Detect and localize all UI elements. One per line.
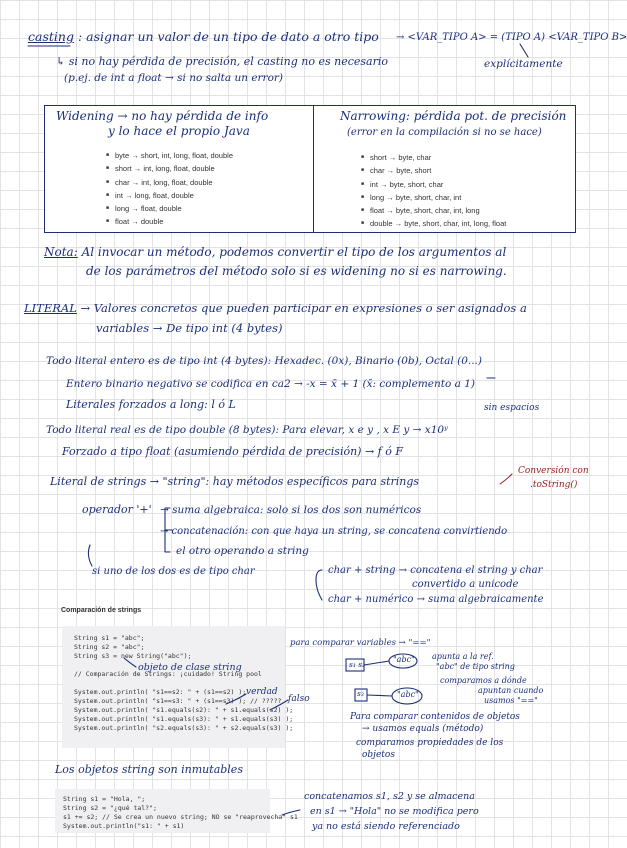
char-line: si uno de los dos es de tipo char (92, 566, 255, 577)
literal-label: LITERAL (24, 301, 77, 315)
code-line: System.out.println("s1: " + s1) (63, 822, 185, 830)
s3-arrow (367, 695, 392, 696)
list-item: ■ int → byte, short, char (361, 180, 506, 189)
verdad-arrow (226, 694, 246, 704)
list-item: ■ float → double (106, 217, 233, 226)
list-item: ■ short → int, long, float, double (106, 164, 233, 173)
note-content-4: objetos (362, 750, 395, 760)
literal-long-line: Literales forzados a long: l ó L (66, 398, 236, 411)
code-line: System.out.println( "s2.equals(s3): " + s2.equals(s3) ); (74, 724, 294, 732)
s12-arrow (364, 661, 389, 665)
literal-float-line: Forzado a tipo float (asumiendo pérdida de precisión) → f ó F (62, 445, 403, 458)
operator-brace (165, 508, 172, 552)
list-item: ■ char → byte, short (361, 166, 506, 175)
literal-string-line: Literal de strings → "string": hay métodos específicos para strings (50, 475, 420, 488)
operator-concat-2: el otro operando a string (176, 545, 309, 557)
immutable-note-3: ya no está siendo referenciado (312, 821, 460, 832)
char-numeric: char + numérico → suma algebraicamente (328, 594, 544, 605)
code-line: String s2 = "¿qué tal?"; (63, 804, 157, 812)
code-line: String s3 = new String("abc"); (74, 652, 192, 660)
code-line: s1 += s2; // Se crea un nuevo string; NO se "reaprovecha" s1 (63, 813, 298, 821)
conversion-arrow (500, 474, 512, 484)
literal-line1: LITERAL → Valores concretos que pueden participar en expresiones o ser asignados a (24, 301, 527, 315)
list-item: ■ float → byte, short, char, int, long (361, 206, 506, 215)
note-object-class: objeto de clase string (138, 662, 242, 673)
note-apunta-2: "abc" de tipo string (436, 662, 515, 671)
char-string-2: convertido a unicode (412, 579, 519, 590)
note-compare-dir-3: usamos "==" (484, 696, 538, 705)
falso-arrow (270, 700, 288, 710)
char-hook (88, 545, 92, 566)
abc-ellipse-2 (392, 688, 422, 704)
abc-ref-2: "abc" (397, 690, 419, 699)
widening-title: Widening → no hay pérdida de info (56, 109, 269, 123)
casting-explicit-note: explícitamente (484, 58, 563, 70)
narrowing-subtitle: (error en la compilación si no se hace) (347, 127, 542, 138)
widening-subtitle: y lo hace el propio Java (108, 124, 250, 138)
nota-line2: de los parámetros del método solo si es widening no si es narrowing. (86, 264, 507, 278)
casting-line3: (p.ej. de int a float → si no salta un error) (64, 72, 284, 84)
code-line: // Comparación de Strings: ¡cuidado! String pool (74, 670, 262, 678)
note-compare-dir-1: comparamos a dónde (440, 676, 527, 685)
immutable-note-2: en s1 → "Hola" no se modifica pero (310, 806, 479, 817)
casting-label: casting (28, 29, 74, 44)
code-line: System.out.println( "s1==s2: " + (s1==s2) ); (74, 688, 247, 696)
immutable-title: Los objetos string son inmutables (55, 763, 243, 776)
code-line: System.out.println( "s1.equals(s2): " + s1.equals(s2) ); (74, 706, 294, 714)
note-falso: falso (288, 694, 310, 704)
code-line: System.out.println( "s1==s3: " + (s1==s3) ); // ????? (74, 697, 282, 705)
arrow-explicit (520, 44, 528, 57)
conversion-note-2: .toString() (530, 480, 578, 490)
literal-int-line: Todo literal entero es de tipo int (4 bytes): Hexadec. (0x), Binario (0b), Octal (0...) (46, 355, 482, 367)
nota-label: Nota: (44, 245, 78, 259)
casting-definition: : asignar un valor de un tipo de dato a otro tipo (77, 29, 379, 44)
list-item: ■ int → long, float, double (106, 191, 233, 200)
s3-box (355, 689, 367, 701)
note-compare-vars: para comparar variables → "==" (290, 638, 431, 648)
nota-line1: Nota: Al invocar un método, podemos convertir el tipo de los argumentos al (44, 245, 507, 259)
note-content-2: → usamos equals (método) (362, 724, 484, 734)
list-item: ■ short → byte, char (361, 153, 506, 162)
literal-binary-line: Entero binario negativo se codifica en ca2 → -x = x̄ + 1 (x̄: complemento a 1) (66, 378, 476, 390)
s12-box (346, 659, 364, 671)
casting-line2: ↳ si no hay pérdida de precisión, el casting no es necesario (56, 55, 388, 68)
comparison-title: Comparación de strings (61, 607, 142, 614)
code-line: System.out.println( "s1.equals(s3): " + s1.equals(s3) ); (74, 715, 294, 723)
s3-label: s₃ (357, 689, 364, 698)
list-item: ■ long → float, double (106, 204, 233, 213)
conversion-note-1: Conversión con (518, 466, 589, 476)
literal-no-spaces: sin espacios (484, 403, 540, 413)
char-string: char + string → concatena el string y char (328, 565, 543, 576)
abc-ellipse-1 (389, 654, 417, 668)
list-item: ■ char → int, long, float, double (106, 178, 233, 187)
note-content-1: Para comparar contenidos de objetos (350, 712, 520, 722)
note-apunta-1: apunta a la ref. (432, 652, 494, 661)
literal-double-line: Todo literal real es de tipo double (8 bytes): Para elevar, x e y , x E y → x10ʸ (46, 424, 448, 436)
immutable-note-1: concatenamos s1, s2 y se almacena (304, 791, 475, 802)
abc-ref-1: "abc" (393, 655, 415, 664)
literal-line2: variables → De tipo int (4 bytes) (96, 321, 283, 335)
narrowing-title: Narrowing: pérdida pot. de precisión (340, 109, 567, 123)
operator-concat-1: → concatenación: con que haya un string, se concatena convirtiendo (160, 526, 508, 537)
object-note-arrow (124, 658, 136, 667)
operator-sum: → suma algebraica: solo si los dos son numéricos (160, 504, 422, 516)
list-item: ■ byte → short, int, long, float, double (106, 151, 233, 160)
code-line: String s1 = "abc"; (74, 634, 145, 642)
char-brace (316, 570, 322, 600)
note-compare-dir-2: apuntan cuando (478, 686, 544, 695)
s12-label: s₁ s₂ (349, 660, 366, 669)
operator-plus-label: operador '+' (82, 503, 152, 516)
note-verdad: verdad (246, 687, 278, 697)
code-line: String s1 = "Hola, "; (63, 795, 146, 803)
note-content-3: comparamos propiedades de los (356, 738, 504, 748)
code-line: String s2 = "abc"; (74, 643, 145, 651)
immutable-arrow (282, 810, 300, 815)
casting-syntax: → <VAR_TIPO A> = (TIPO A) <VAR_TIPO B> (396, 32, 627, 43)
list-item: ■ long → byte, short, char, int (361, 193, 506, 202)
list-item: ■ double → byte, short, char, int, long, float (361, 219, 506, 228)
